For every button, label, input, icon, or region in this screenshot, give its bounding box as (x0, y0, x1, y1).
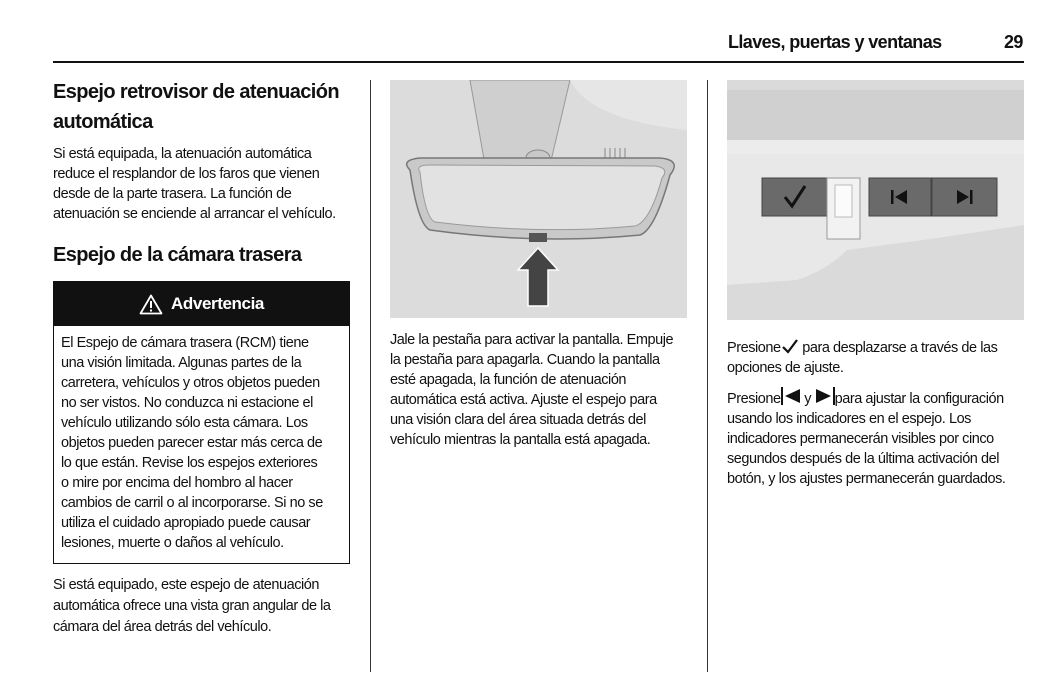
text-line: El Espejo de cámara trasera (RCM) tiene (61, 335, 309, 351)
paragraph-wide-angle (53, 575, 331, 638)
text-line: carretera, vehículos y otros objetos pueden (61, 375, 320, 391)
warning-title: Advertencia (171, 294, 264, 313)
text: Presione (727, 391, 781, 407)
text-line: una visión limitada. Algunas partes de la (61, 355, 302, 371)
heading-auto-dimming-mirror (53, 77, 339, 137)
text: Presione (727, 340, 781, 356)
mirror-buttons-illustration (727, 80, 1024, 320)
text-line: cámara del área detrás del vehículo. (53, 619, 272, 635)
text-line: reduce el resplandor de los faros que vienen (53, 166, 320, 182)
text-line: lesiones, muerte o daños al vehículo. (61, 535, 284, 551)
paragraph-tab-instructions (390, 330, 673, 450)
text: para desplazarse a través de las (798, 340, 998, 356)
heading-line: automática (53, 111, 153, 133)
text-line: esté apagada, la función de atenuación (390, 372, 627, 388)
text-line: vehículo mientras la pantalla está apagada. (390, 432, 651, 448)
text-line: no ser vistos. No conduzca ni estacione el (61, 395, 313, 411)
text-line: cambios de carril o al incorporarse. Si no se (61, 495, 323, 511)
text: para ajustar la configuración (834, 391, 1004, 407)
text-line: automática está activa. Ajuste el espejo para (390, 392, 657, 408)
warning-header (54, 282, 349, 326)
text-line: lo que están. Revise los espejos exteriores (61, 455, 318, 471)
text-line: utiliza el cuidado apropiado puede causar (61, 515, 311, 531)
text-line: objetos pueden parecer estar más cerca de (61, 435, 323, 451)
paragraph-auto-dimming (53, 144, 336, 224)
text-line: la pestaña para apagarla. Cuando la pantalla (390, 352, 660, 368)
text-line: segundos después de la última activación del (727, 451, 999, 467)
text: y (800, 391, 815, 407)
text-line: vehículo utilizando sólo esta cámara. Los (61, 415, 308, 431)
text-line: Si está equipado, este espejo de atenuación (53, 577, 320, 593)
warning-box (53, 281, 350, 564)
column-divider (707, 80, 708, 672)
text-line: una visión clara del área situada detrás del (390, 412, 646, 428)
text-line: Jale la pestaña para activar la pantalla. Empuje (390, 332, 674, 348)
page-number: 29 (1004, 32, 1023, 52)
heading-rear-camera-mirror: Espejo de la cámara trasera (53, 244, 302, 266)
text-line: o mire por encima del hombro al hacer (61, 475, 293, 491)
section-title: Llaves, puertas y ventanas (728, 32, 942, 52)
next-icon (815, 387, 835, 405)
column-divider (370, 80, 371, 672)
text-line: desde de la parte trasera. La función de (53, 186, 292, 202)
text-line: botón, y los ajustes permanecerán guardados. (727, 471, 1006, 487)
text-line: atenuación se enciende al arrancar el vehículo. (53, 206, 336, 222)
heading-line: Espejo retrovisor de atenuación (53, 81, 339, 103)
mirror-tab-illustration (390, 80, 687, 318)
text-line: usando los indicadores en el espejo. Los (727, 411, 971, 427)
text-line: Si está equipada, la atenuación automática (53, 146, 312, 162)
paragraph-adjust-buttons (727, 387, 1005, 489)
previous-icon (781, 387, 801, 405)
text-line: indicadores permanecerán visibles por cinco (727, 431, 994, 447)
text-line: automática ofrece una vista gran angular de la (53, 598, 331, 614)
checkmark-icon (781, 338, 799, 354)
text-line: opciones de ajuste. (727, 360, 844, 376)
warning-triangle-icon (139, 294, 163, 315)
header-rule (53, 61, 1024, 63)
paragraph-select-button (727, 338, 997, 378)
warning-text (54, 326, 349, 553)
